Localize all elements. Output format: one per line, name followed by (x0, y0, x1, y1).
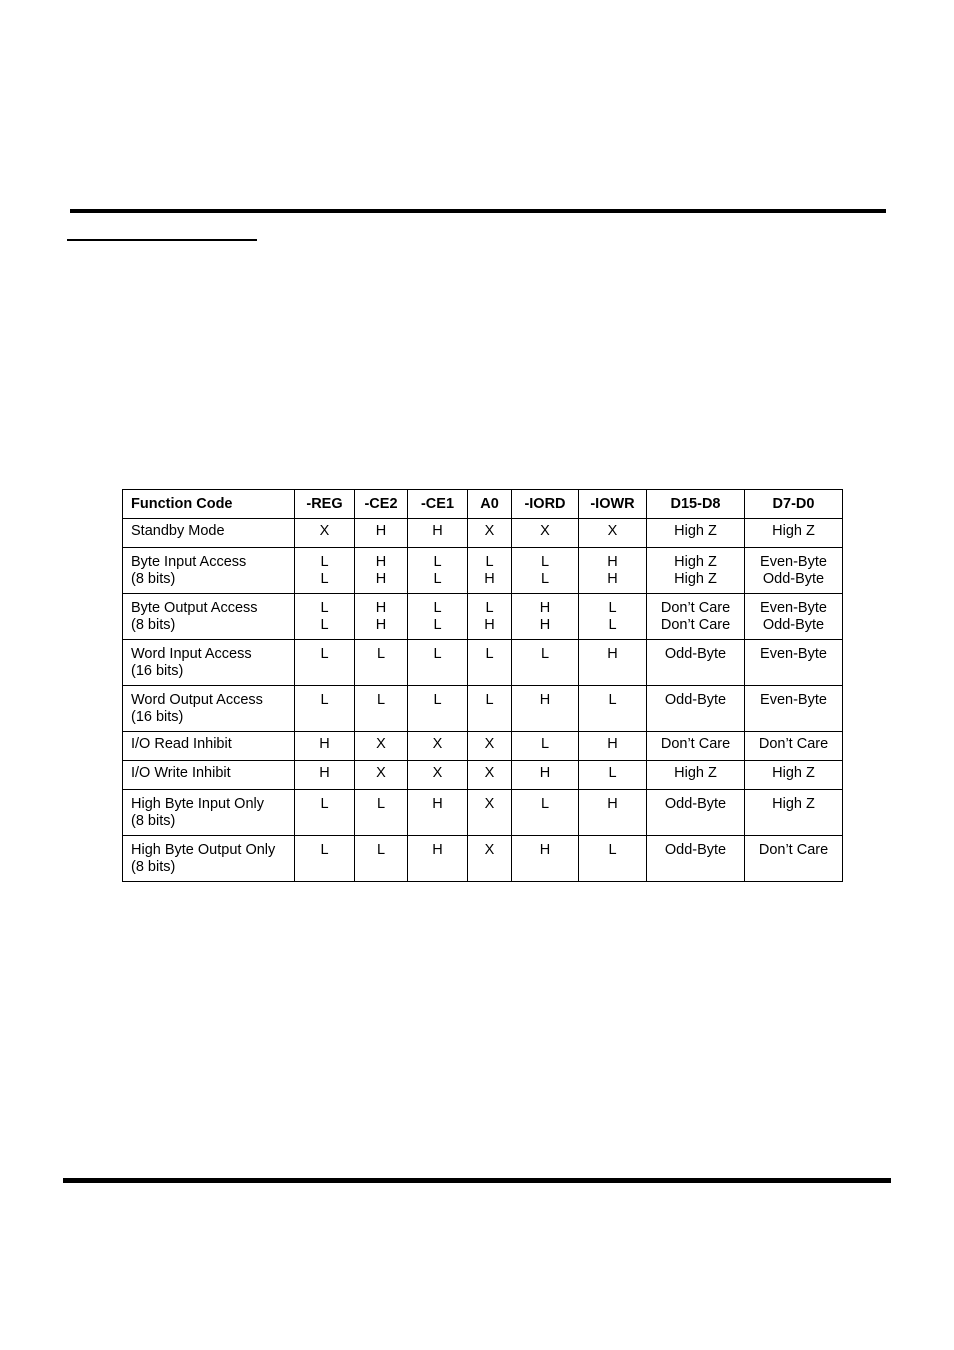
cell-line: L (608, 692, 617, 708)
cell-line: H (539, 765, 551, 781)
cell-ce1 (408, 836, 468, 882)
cell-line: L (433, 692, 442, 708)
cell-line: L (540, 736, 550, 752)
cell-ce1 (408, 732, 468, 761)
cell-line: H (607, 736, 618, 752)
cell-function-code (123, 594, 295, 640)
cell-d7-d0 (745, 548, 843, 594)
top-rule (70, 209, 886, 213)
cell-a0 (468, 519, 512, 548)
cell-line: L (433, 554, 442, 570)
cell-line: Odd-Byte (664, 796, 727, 812)
cell-line: H (539, 617, 551, 633)
header-ce1: -CE1 (408, 490, 468, 519)
cell-line: High Byte Input Only (131, 796, 264, 812)
cell-iowr (579, 519, 647, 548)
cell-reg (295, 640, 355, 686)
cell-line: L (320, 617, 329, 633)
cell-line: L (485, 554, 494, 570)
cell-ce1 (408, 790, 468, 836)
cell-iord (512, 548, 579, 594)
cell-iord (512, 761, 579, 790)
cell-function-code (123, 761, 295, 790)
cell-line: L (540, 796, 550, 812)
cell-line: High Z (772, 796, 815, 812)
table-row (123, 761, 843, 790)
cell-line: Even-Byte (760, 692, 827, 708)
cell-line: L (376, 646, 386, 662)
table-row (123, 594, 843, 640)
cell-line: H (375, 617, 387, 633)
cell-iord (512, 732, 579, 761)
cell-function-code (123, 640, 295, 686)
cell-reg (295, 686, 355, 732)
cell-a0 (468, 732, 512, 761)
cell-iord (512, 836, 579, 882)
cell-line: (16 bits) (131, 663, 184, 679)
cell-d7-d0 (745, 686, 843, 732)
cell-function-code (123, 519, 295, 548)
cell-a0 (468, 686, 512, 732)
cell-a0 (468, 790, 512, 836)
cell-line: High Z (674, 554, 717, 570)
cell-d7-d0 (745, 594, 843, 640)
cell-ce2 (355, 640, 408, 686)
cell-line: L (608, 600, 617, 616)
cell-iowr (579, 640, 647, 686)
cell-function-code (123, 548, 295, 594)
table-row (123, 548, 843, 594)
cell-line: I/O Read Inhibit (131, 736, 232, 752)
cell-line: Don’t Care (758, 842, 829, 858)
cell-d7-d0 (745, 761, 843, 790)
header-d15-d8: D15-D8 (647, 490, 745, 519)
table-row (123, 790, 843, 836)
cell-line: L (433, 646, 442, 662)
bottom-rule (63, 1178, 891, 1183)
cell-iord (512, 594, 579, 640)
cell-line: Don’t Care (660, 617, 731, 633)
cell-line: High Z (674, 765, 717, 781)
cell-line: L (320, 646, 329, 662)
cell-iord (512, 790, 579, 836)
cell-line: L (320, 600, 329, 616)
cell-iord (512, 640, 579, 686)
cell-line: H (607, 646, 618, 662)
cell-iowr (579, 686, 647, 732)
cell-line: Even-Byte (760, 600, 827, 616)
table-row (123, 732, 843, 761)
cell-line: Don’t Care (660, 736, 731, 752)
cell-d7-d0 (745, 790, 843, 836)
cell-d15-d8 (647, 686, 745, 732)
cell-line: L (433, 600, 442, 616)
cell-line: H (432, 842, 443, 858)
cell-line: I/O Write Inhibit (131, 765, 231, 781)
cell-d15-d8 (647, 548, 745, 594)
cell-reg (295, 790, 355, 836)
cell-ce2 (355, 732, 408, 761)
cell-line: H (607, 796, 618, 812)
cell-line: Even-Byte (760, 554, 827, 570)
cell-line: L (376, 796, 386, 812)
table-row (123, 640, 843, 686)
cell-line: X (376, 736, 386, 752)
cell-line: L (320, 571, 329, 587)
cell-ce1 (408, 761, 468, 790)
header-function-code: Function Code (123, 490, 295, 519)
table-header-row (123, 490, 843, 519)
cell-ce1 (408, 519, 468, 548)
cell-line: (8 bits) (131, 859, 176, 875)
cell-line: L (540, 646, 550, 662)
cell-ce2 (355, 519, 408, 548)
cell-d15-d8 (647, 836, 745, 882)
cell-ce1 (408, 686, 468, 732)
cell-line: X (432, 736, 443, 752)
cell-function-code (123, 686, 295, 732)
io-function-table (122, 489, 843, 882)
cell-line: (16 bits) (131, 709, 184, 725)
cell-d15-d8 (647, 640, 745, 686)
cell-ce2 (355, 761, 408, 790)
cell-line: L (608, 765, 617, 781)
cell-line: H (375, 523, 387, 539)
cell-d7-d0 (745, 732, 843, 761)
cell-line: H (375, 571, 387, 587)
cell-line: H (539, 600, 551, 616)
table-row (123, 836, 843, 882)
cell-line: High Byte Output Only (131, 842, 276, 858)
cell-reg (295, 519, 355, 548)
cell-ce2 (355, 790, 408, 836)
cell-function-code (123, 790, 295, 836)
cell-line: H (539, 842, 551, 858)
cell-line: H (319, 736, 330, 752)
cell-d15-d8 (647, 519, 745, 548)
cell-line: High Z (772, 523, 815, 539)
cell-line: X (319, 523, 330, 539)
header-a0: A0 (468, 490, 512, 519)
cell-line: L (608, 842, 617, 858)
cell-ce1 (408, 548, 468, 594)
cell-line: L (608, 617, 617, 633)
cell-d7-d0 (745, 519, 843, 548)
cell-line: X (484, 796, 495, 812)
cell-line: H (484, 571, 495, 587)
cell-d15-d8 (647, 790, 745, 836)
cell-d15-d8 (647, 732, 745, 761)
cell-line: X (484, 523, 495, 539)
cell-line: Odd-Byte (664, 692, 727, 708)
cell-line: Byte Input Access (131, 554, 247, 570)
cell-line: High Z (674, 523, 717, 539)
cell-line: L (485, 600, 494, 616)
cell-line: Even-Byte (760, 646, 827, 662)
cell-line: L (320, 692, 329, 708)
cell-line: (8 bits) (131, 571, 176, 587)
cell-line: X (484, 765, 495, 781)
cell-line: X (432, 765, 443, 781)
cell-a0 (468, 761, 512, 790)
cell-line: H (319, 765, 330, 781)
cell-ce2 (355, 686, 408, 732)
cell-line: H (539, 692, 551, 708)
cell-a0 (468, 836, 512, 882)
cell-iord (512, 519, 579, 548)
cell-iowr (579, 594, 647, 640)
cell-reg (295, 732, 355, 761)
cell-line: L (320, 796, 329, 812)
cell-line: H (375, 600, 387, 616)
cell-line: X (376, 765, 386, 781)
cell-line: H (607, 571, 618, 587)
cell-line: Word Output Access (131, 692, 263, 708)
cell-line: L (376, 692, 386, 708)
cell-line: Odd-Byte (762, 571, 825, 587)
cell-ce2 (355, 548, 408, 594)
cell-iowr (579, 548, 647, 594)
table-row (123, 519, 843, 548)
cell-function-code (123, 732, 295, 761)
cell-line: Odd-Byte (762, 617, 825, 633)
cell-line: L (485, 646, 494, 662)
cell-line: L (540, 571, 550, 587)
header-iowr: -IOWR (579, 490, 647, 519)
cell-a0 (468, 548, 512, 594)
cell-ce1 (408, 640, 468, 686)
cell-line: H (607, 554, 618, 570)
cell-line: L (485, 692, 494, 708)
cell-line: X (607, 523, 618, 539)
cell-line: High Z (674, 571, 717, 587)
header-ce2: -CE2 (355, 490, 408, 519)
cell-line: Standby Mode (131, 523, 225, 539)
cell-line: H (375, 554, 387, 570)
cell-line: H (432, 523, 443, 539)
cell-d15-d8 (647, 594, 745, 640)
cell-d15-d8 (647, 761, 745, 790)
cell-line: X (540, 523, 550, 539)
header-reg: -REG (295, 490, 355, 519)
cell-line: High Z (772, 765, 815, 781)
cell-reg (295, 594, 355, 640)
cell-d7-d0 (745, 640, 843, 686)
header-iord: -IORD (512, 490, 579, 519)
cell-ce1 (408, 594, 468, 640)
cell-line: L (320, 842, 329, 858)
section-underline (67, 239, 257, 241)
cell-line: L (540, 554, 550, 570)
cell-line: Don’t Care (660, 600, 731, 616)
cell-function-code (123, 836, 295, 882)
cell-a0 (468, 594, 512, 640)
cell-line: (8 bits) (131, 617, 176, 633)
cell-line: Don’t Care (758, 736, 829, 752)
cell-line: Odd-Byte (664, 842, 727, 858)
cell-line: L (376, 842, 386, 858)
cell-iowr (579, 761, 647, 790)
cell-reg (295, 548, 355, 594)
cell-line: X (484, 736, 495, 752)
cell-line: Word Input Access (131, 646, 252, 662)
table-row (123, 686, 843, 732)
cell-iowr (579, 732, 647, 761)
cell-line: L (433, 571, 442, 587)
cell-a0 (468, 640, 512, 686)
cell-line: L (320, 554, 329, 570)
cell-reg (295, 761, 355, 790)
cell-iowr (579, 836, 647, 882)
cell-reg (295, 836, 355, 882)
cell-line: H (484, 617, 495, 633)
cell-line: L (433, 617, 442, 633)
cell-ce2 (355, 594, 408, 640)
header-d7-d0: D7-D0 (745, 490, 843, 519)
cell-d7-d0 (745, 836, 843, 882)
cell-iowr (579, 790, 647, 836)
cell-line: X (484, 842, 495, 858)
cell-line: Odd-Byte (664, 646, 727, 662)
cell-line: Byte Output Access (131, 600, 258, 616)
cell-line: (8 bits) (131, 813, 176, 829)
cell-iord (512, 686, 579, 732)
cell-line: H (432, 796, 443, 812)
cell-ce2 (355, 836, 408, 882)
